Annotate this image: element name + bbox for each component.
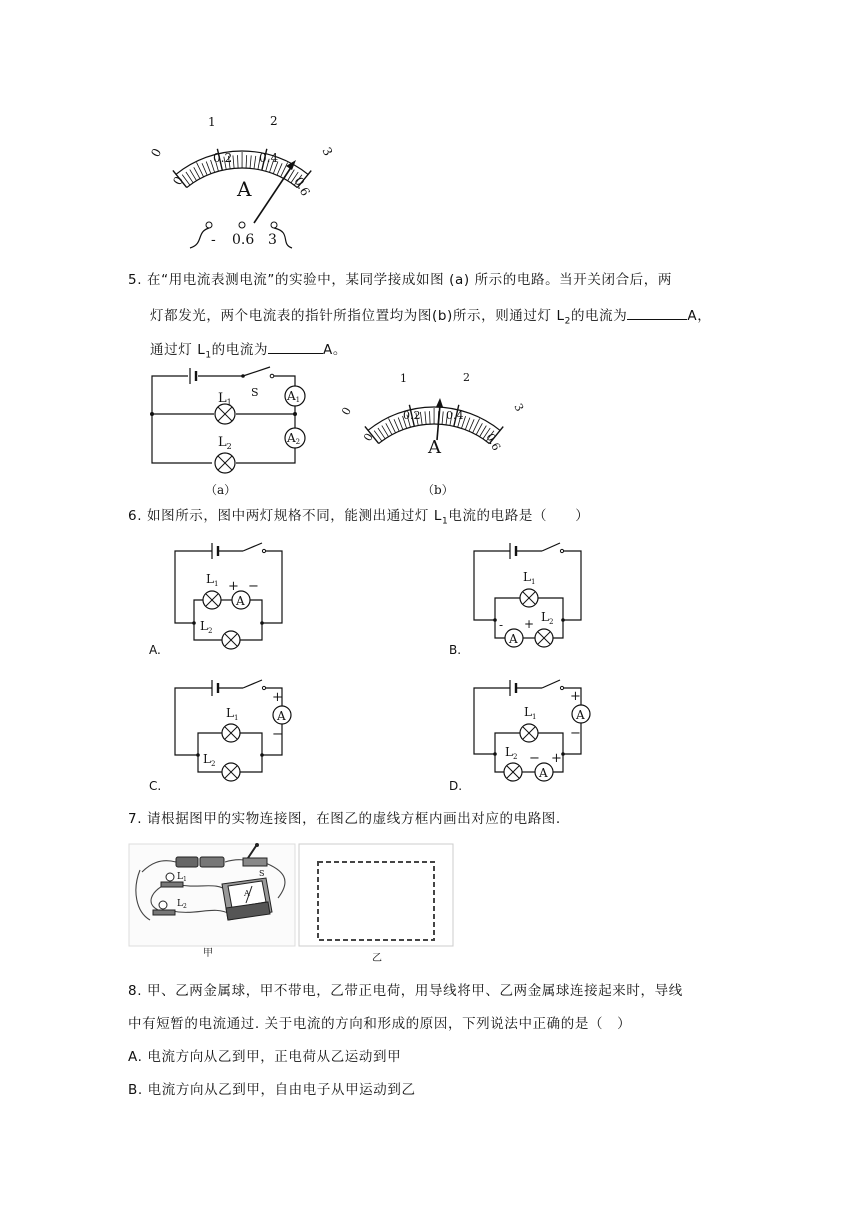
q6a-minus: −	[248, 579, 259, 594]
q6d-meter-letter-branch: A	[539, 766, 548, 780]
lower-scale-label-02: 0.2	[213, 151, 233, 165]
q6b-l1-label: $L_1$	[523, 570, 536, 586]
q6d-minus-branch: −	[529, 751, 540, 766]
q5-sub-2: 2	[564, 316, 571, 327]
q6a-plus: +	[228, 579, 239, 594]
q6d-l2-label: $L_2$	[505, 745, 518, 761]
q7-l1-label: $L_1$	[177, 872, 187, 883]
q5b-lower-label-06: 0.6	[483, 431, 504, 453]
q5-text-line-3c: A。	[323, 342, 347, 358]
q6-text: 如图所示，图中两灯规格不同，能测出通过灯 L	[147, 508, 443, 524]
lower-scale-label-0: 0	[170, 174, 187, 188]
q7-ammeter-letter: A	[244, 889, 250, 898]
q6c-l1-label: $L_1$	[226, 706, 239, 722]
q7-yi-caption: 乙	[372, 953, 382, 964]
q7-yi-frame	[299, 844, 453, 946]
q6d-l1-label: $L_1$	[524, 705, 537, 721]
q7-number: 7.	[128, 811, 143, 827]
q6-text-end: 电流的电路是（ ）	[448, 508, 590, 524]
q6b-l2-label: $L_2$	[541, 610, 554, 626]
q8-option-b-label: B.	[128, 1082, 143, 1098]
lower-scale-label-04: 0.4	[259, 151, 279, 165]
terminal-label-3: 3	[268, 232, 277, 248]
q5b-upper-label-0: 0	[339, 405, 354, 418]
q6c-meter-letter: A	[277, 709, 286, 723]
q8-option-a-label: A.	[128, 1049, 143, 1065]
q6c-plus: +	[272, 690, 283, 705]
q8-option-a-text: 电流方向从乙到甲，正电荷从乙运动到甲	[147, 1049, 402, 1065]
q8-option-a[interactable]	[128, 1047, 401, 1067]
q7-text: 请根据图甲的实物连接图，在图乙的虚线方框内画出对应的电路图.	[147, 811, 561, 827]
q5-text-line-3a: 通过灯 L	[150, 342, 206, 358]
q5a-a1-label: A1	[287, 389, 301, 404]
q8-option-b-text: 电流方向从乙到甲，自由电子从甲运动到乙	[147, 1082, 416, 1098]
q7-jia-caption: 甲	[203, 948, 213, 959]
q5b-lower-label-0: 0	[361, 431, 376, 444]
q5-text-line-2c: A，	[687, 308, 712, 324]
q5a-caption: （a）	[205, 483, 237, 497]
upper-scale-label-2: 2	[270, 114, 278, 128]
upper-scale-label-0: 0	[148, 146, 165, 160]
q5a-l2-label: $L_2$	[218, 435, 232, 451]
terminal-label-06: 0.6	[232, 232, 255, 248]
q7-battery-cells	[176, 857, 224, 867]
q5b-upper-label-2: 2	[463, 371, 470, 384]
q6-number: 6.	[128, 508, 143, 524]
q6c-minus: −	[272, 727, 283, 742]
q6d-minus-main: −	[570, 726, 581, 741]
q8-option-b[interactable]	[128, 1080, 416, 1100]
q5b-caption: （b）	[422, 483, 454, 497]
q6a-l1-label: $L_1$	[206, 572, 219, 588]
lower-scale-label-06: 0.6	[291, 174, 313, 199]
q5b-unit-label: A	[428, 437, 441, 458]
upper-scale-label-1: 1	[208, 115, 216, 129]
q6-sub: 1	[442, 516, 449, 527]
q5-text-line-2b: 的电流为	[570, 308, 628, 324]
q6d-meter-letter-main: A	[576, 708, 585, 722]
q5b-upper-label-1: 1	[400, 372, 407, 385]
q6a-l2-label: $L_2$	[200, 619, 213, 635]
q8-line-2	[128, 1014, 631, 1034]
ammeter-unit-label: A	[237, 177, 252, 201]
q5-text-line-3b: 的电流为	[211, 342, 269, 358]
q8-number: 8.	[128, 983, 143, 999]
q5b-lower-label-04: 0.4	[446, 409, 464, 422]
q5-number: 5.	[128, 272, 143, 288]
q6b-meter-letter: A	[509, 632, 518, 646]
q7-switch-label: S	[259, 869, 265, 878]
q6d-plus-main: +	[570, 689, 581, 704]
q5a-switch-label: S	[251, 386, 259, 399]
q6-option-d-label: D.	[449, 779, 463, 793]
terminal-label-negative: -	[211, 232, 216, 248]
q6b-plus: +	[524, 617, 535, 631]
q6b-minus: -	[499, 618, 504, 632]
q5b-lower-label-02: 0.2	[403, 409, 421, 422]
q6-option-c-label: C.	[149, 779, 162, 793]
q7-l2-label: $L_2$	[177, 899, 187, 910]
q7-ammeter-device	[222, 878, 272, 920]
q6c-l2-label: $L_2$	[203, 752, 216, 768]
q8-line-1	[128, 981, 683, 1001]
q6a-meter-letter: A	[236, 594, 245, 608]
q6d-plus-branch: +	[551, 751, 562, 766]
q5a-a2-label: A2	[287, 431, 301, 446]
q6-option-a-label: A.	[149, 643, 161, 657]
upper-scale-label-3: 3	[319, 144, 336, 159]
q6-option-b-label: B.	[449, 643, 462, 657]
q5-text-line-2a: 灯都发光，两个电流表的指针所指位置均为图(b)所示，则通过灯 L	[150, 308, 565, 324]
q5-text-line-1: 在“用电流表测电流”的实验中，某同学接成如图 (a) 所示的电路。当开关闭合后，两	[147, 272, 672, 288]
q8-text-line-2: 中有短暂的电流通过. 关于电流的方向和形成的原因，下列说法中正确的是（ ）	[128, 1016, 632, 1032]
q5b-upper-label-3: 3	[511, 401, 527, 414]
q5a-l1-label: $L_1$	[218, 391, 232, 407]
q5-sub-1: 1	[205, 350, 212, 361]
q8-text-line-1: 甲、乙两金属球，甲不带电，乙带正电荷，用导线将甲、乙两金属球连接起来时，导线	[147, 983, 683, 999]
